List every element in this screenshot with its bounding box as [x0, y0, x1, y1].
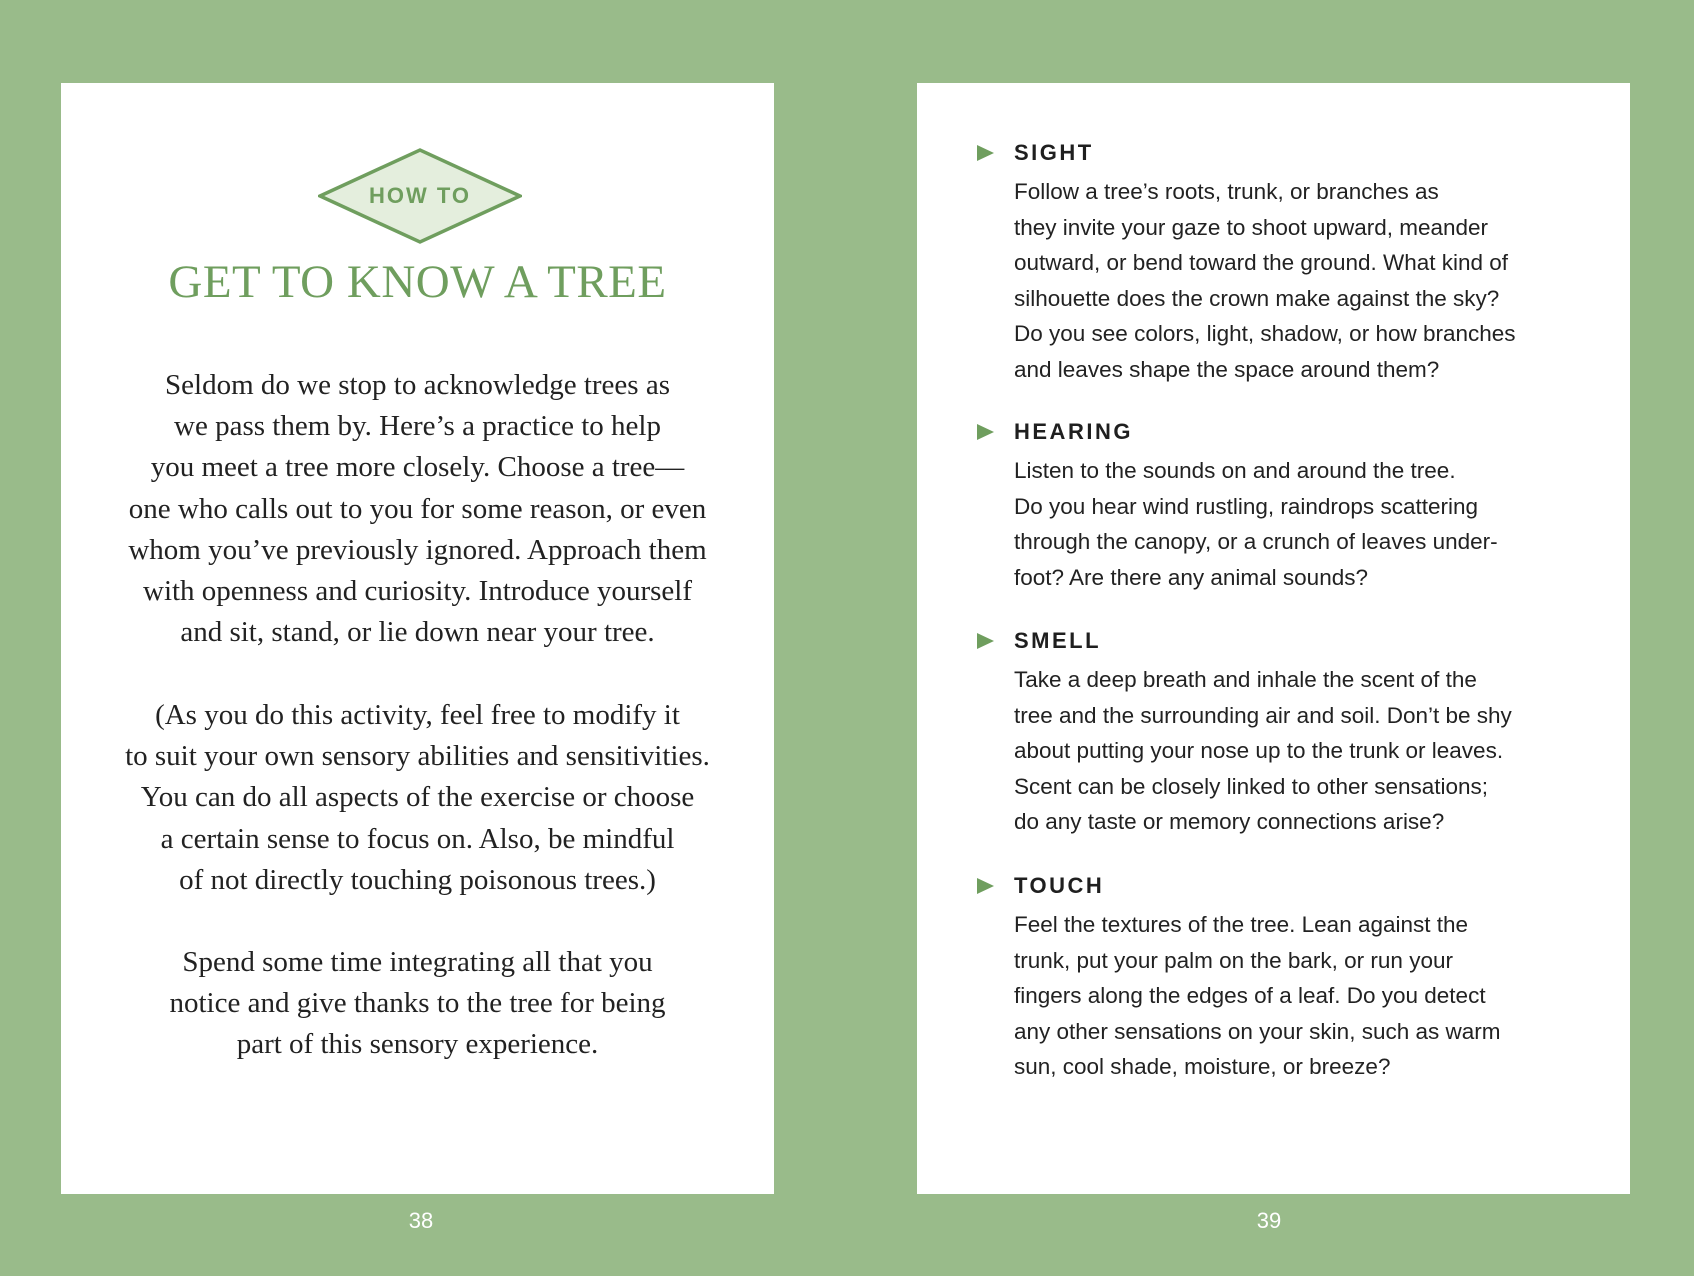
text-line: silhouette does the crown make against the sky?	[1014, 285, 1500, 311]
intro-paragraph	[91, 365, 744, 653]
text-line: fingers along the edges of a leaf. Do you detect	[1014, 983, 1486, 1008]
text-line: (As you do this activity, feel free to modify it	[155, 699, 680, 731]
text-line: one who calls out to you for some reason, or even	[128, 492, 707, 525]
sense-description	[1014, 907, 1584, 1085]
text-line: foot? Are there any animal sounds?	[1014, 564, 1368, 590]
text-line: of not directly touching poisonous trees.)	[179, 863, 656, 896]
text-line: outward, or bend toward the ground. What kind of	[1014, 250, 1509, 275]
sense-heading: TOUCH	[1014, 873, 1105, 898]
left-page	[61, 83, 774, 1194]
text-line: trunk, put your palm on the bark, or run your	[1014, 947, 1453, 973]
text-line: tree and the surrounding air and soil. Don’t be shy	[1014, 702, 1512, 728]
sense-heading: SMELL	[1014, 628, 1102, 653]
text-line: any other sensations on your skin, such as warm	[1014, 1018, 1501, 1044]
sense-description	[1014, 453, 1584, 595]
triangle-arrow-right-icon	[977, 424, 994, 440]
text-line: Follow a tree’s roots, trunk, or branches as	[1014, 179, 1439, 204]
text-line: about putting your nose up to the trunk or leaves.	[1014, 738, 1504, 763]
text-line: through the canopy, or a crunch of leaves under-	[1014, 529, 1498, 554]
text-line: and sit, stand, or lie down near your tree.	[180, 616, 655, 649]
triangle-arrow-right-icon	[977, 878, 994, 894]
note-paragraph	[91, 695, 744, 901]
sense-heading: SIGHT	[1014, 140, 1094, 165]
text-line: do any taste or memory connections arise?	[1014, 809, 1445, 834]
triangle-arrow-right-icon	[977, 145, 994, 161]
sense-heading: HEARING	[1014, 419, 1133, 444]
right-page	[917, 83, 1630, 1194]
page-number: 39	[1256, 1208, 1282, 1233]
text-line: to suit your own sensory abilities and sensitivities.	[125, 740, 710, 773]
text-line: notice and give thanks to the tree for being	[169, 987, 666, 1020]
text-line: we pass them by. Here’s a practice to help	[174, 410, 661, 443]
text-line: Scent can be closely linked to other sensations;	[1014, 773, 1489, 799]
text-line: Spend some time integrating all that you	[182, 946, 653, 978]
text-line: Feel the textures of the tree. Lean against the	[1014, 912, 1469, 937]
sense-description	[1014, 174, 1584, 387]
triangle-arrow-right-icon	[977, 633, 994, 649]
badge-label: HOW TO	[368, 183, 472, 208]
text-line: they invite your gaze to shoot upward, meander	[1014, 214, 1489, 240]
page-title: GET TO KNOW A TREE	[168, 256, 667, 308]
text-line: Listen to the sounds on and around the tree.	[1014, 458, 1456, 483]
text-line: part of this sensory experience.	[236, 1028, 599, 1061]
text-line: Take a deep breath and inhale the scent of the	[1014, 667, 1477, 692]
text-line: a certain sense to focus on. Also, be mindful	[160, 822, 675, 855]
sense-description	[1014, 662, 1584, 840]
page-number: 38	[408, 1208, 434, 1233]
closing-paragraph	[91, 942, 744, 1066]
text-line: Do you hear wind rustling, raindrops scattering	[1014, 493, 1478, 519]
text-line: Do you see colors, light, shadow, or how branches	[1014, 321, 1516, 346]
text-line: Seldom do we stop to acknowledge trees as	[165, 369, 670, 401]
text-line: and leaves shape the space around them?	[1014, 356, 1440, 382]
text-line: with openness and curiosity. Introduce yourself	[143, 575, 692, 608]
text-line: sun, cool shade, moisture, or breeze?	[1014, 1054, 1391, 1079]
text-line: you meet a tree more closely. Choose a tree—	[150, 451, 685, 484]
text-line: You can do all aspects of the exercise or choose	[140, 781, 695, 814]
text-line: whom you’ve previously ignored. Approach them	[128, 533, 707, 566]
how-to-badge	[318, 148, 522, 244]
